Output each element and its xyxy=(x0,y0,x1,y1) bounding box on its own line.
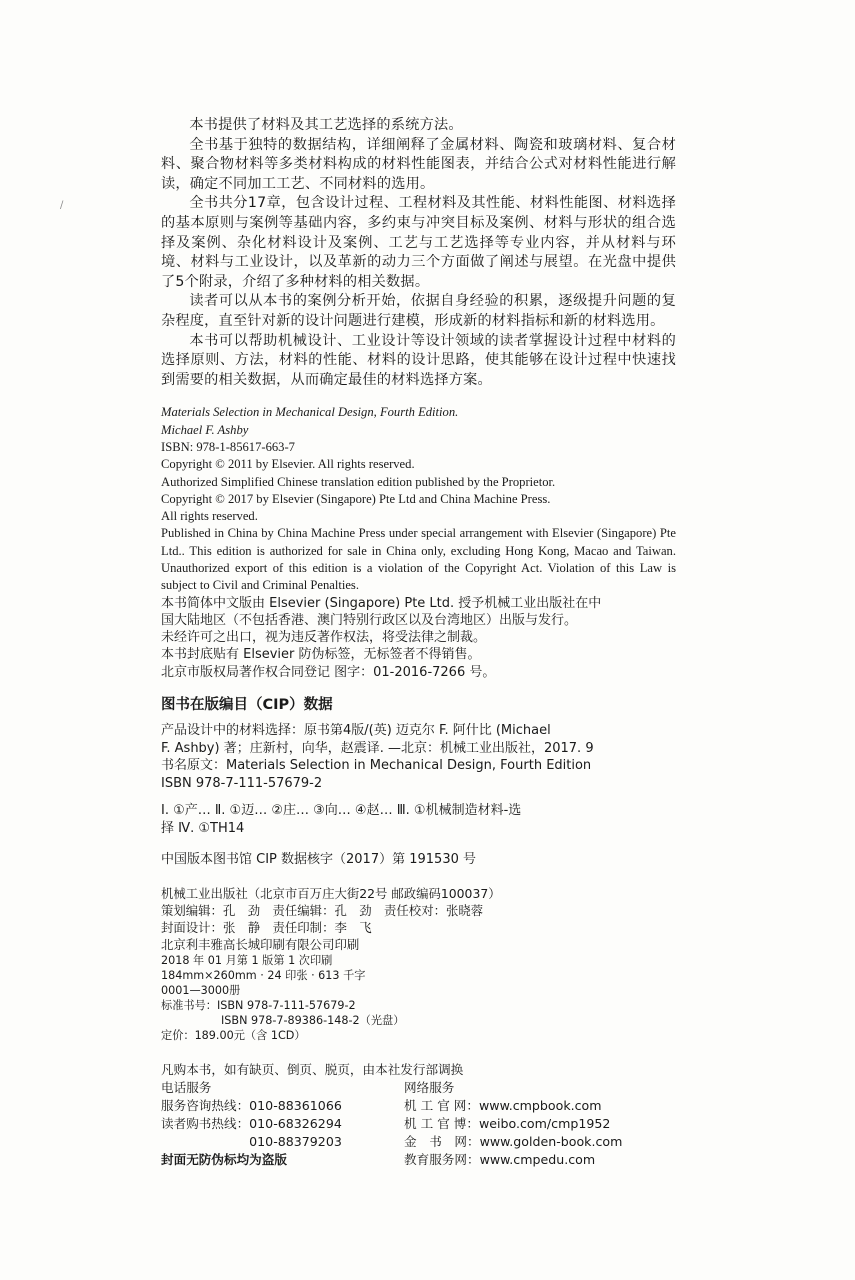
contact-row xyxy=(161,1115,676,1133)
original-isbn: ISBN: 978-1-85617-663-7 xyxy=(161,439,295,454)
printer-line: 北京利丰雅高长城印刷有限公司印刷 xyxy=(161,937,360,953)
rights-line: 国大陆地区（不包括香港、澳门特别行政区以及台湾地区）出版与发行。 xyxy=(161,612,578,628)
intro-paragraph: 读者可以从本书的案例分析开始，依据自身经验的积累，逐级提升问题的复杂程度，直至针对新的设计问题进行建模，形成新的材料指标和新的材料选用。 xyxy=(161,293,676,329)
cip-line: F. Ashby) 著；庄新村，向华，赵震译. —北京：机械工业出版社，2017. 9 xyxy=(161,740,594,756)
intro-paragraph: 本书可以帮助机械设计、工业设计等设计领域的读者掌握设计过程中材料的选择原则、方法，材料的性能、材料的设计思路，使其能够在设计过程中快速找到需要的相关数据，从而确定最佳的材料选择方案。 xyxy=(161,332,676,388)
classification-line: 择 Ⅳ. ①TH14 xyxy=(161,821,245,837)
cip-heading: 图书在版编目（CIP）数据 xyxy=(161,697,333,714)
cip-line: 产品设计中的材料选择：原书第4版/(英) 迈克尔 F. 阿什比 (Michael xyxy=(161,723,551,739)
authorized-line: Authorized Simplified Chinese translation edition published by the Proprietor. xyxy=(161,474,556,489)
classification xyxy=(161,802,676,838)
rights-line: 未经许可之出口，视为违反著作权法，将受法律之制裁。 xyxy=(161,630,487,646)
intro-paragraph: 全书基于独特的数据结构，详细阐释了金属材料、陶瓷和玻璃材料、复合材料、聚合物材料等多类材料构成的材料性能图表，并结合公式对材料性能进行解读，确定不同加工工艺、不同材料的选用。 xyxy=(161,136,676,192)
intro-paragraph: 全书共分17章，包含设计过程、工程材料及其性能、材料性能图、材料选择的基本原则与案例等基础内容，多约束与冲突目标及案例、材料与形状的组合选择及案例、杂化材料设计及案例、工艺与工艺选择等专业内容，并从材料与环境、材料与工业设计，以及革新的动力三个方面做了阐述与展望。在光盘中提供了5个附录，介绍了多种材料的相关数据。 xyxy=(161,195,676,290)
web-service-label: 网络服务 xyxy=(404,1080,455,1096)
rights-reserved: All rights reserved. xyxy=(161,509,258,524)
copyright-translation: Copyright © 2017 by Elsevier (Singapore) Pte Ltd and China Machine Press. xyxy=(161,491,551,506)
replacement-notice: 凡购本书，如有缺页、倒页、脱页，由本社发行部调换 xyxy=(161,1062,464,1078)
book-introduction xyxy=(161,116,676,390)
cip-data xyxy=(161,722,676,792)
intro-paragraph: 本书提供了材料及其工艺选择的系统方法。 xyxy=(189,117,463,133)
purchase-hotline: 读者购书热线：010-68326294 xyxy=(161,1116,342,1132)
anti-piracy-notice: 封面无防伪标均为盗版 xyxy=(161,1152,287,1168)
official-weibo: 机 工 官 博：weibo.com/cmp1952 xyxy=(404,1116,611,1132)
copyright-page xyxy=(161,116,676,1169)
official-website: 机 工 官 网：www.cmpbook.com xyxy=(404,1098,602,1114)
rights-line: 北京市版权局著作权合同登记 图字：01-2016-7266 号。 xyxy=(161,664,496,680)
editors-line: 策划编辑：孔 劲 责任编辑：孔 劲 责任校对：张晓蓉 xyxy=(161,903,484,919)
english-copyright xyxy=(161,404,676,594)
phone-service-label: 电话服务 xyxy=(161,1080,212,1096)
format-line: 184mm×260mm · 24 印张 · 613 千字 xyxy=(161,969,366,983)
copies-line: 0001—3000册 xyxy=(161,984,241,998)
education-site: 教育服务网：www.cmpedu.com xyxy=(404,1152,596,1168)
service-hotline: 服务咨询热线：010-88361066 xyxy=(161,1098,342,1114)
published-notice: Published in China by China Machine Press under special arrangement with Elsevier (Singapore) Pte Ltd.. This edition is authorized for sale in China only, excluding Hong Kong, Macao and Taiwan. Unauthorized export of this edition is a violation of the Copyright Act. Violation of this Law is subject to Civil and Criminal Penalties. xyxy=(161,526,676,593)
isbn-cd-line: ISBN 978-7-89386-148-2（光盘） xyxy=(221,1014,405,1028)
publisher-info xyxy=(161,885,676,1043)
price-line: 定价：189.00元（含 1CD） xyxy=(161,1029,306,1043)
original-author: Michael F. Ashby xyxy=(161,422,249,437)
contact-row xyxy=(161,1079,676,1097)
isbn-line: 标准书号：ISBN 978-7-111-57679-2 xyxy=(161,999,356,1013)
rights-line: 本书封底贴有 Elsevier 防伪标签，无标签者不得销售。 xyxy=(161,647,481,663)
copyright-original: Copyright © 2011 by Elsevier. All rights reserved. xyxy=(161,457,415,472)
contact-row xyxy=(161,1133,676,1151)
cip-line: 书名原文：Materials Selection in Mechanical Design, Fourth Edition xyxy=(161,758,592,774)
contact-row xyxy=(161,1097,676,1115)
contact-info xyxy=(161,1061,676,1169)
classification-line: Ⅰ. ①产… Ⅱ. ①迈… ②庄… ③向… ④赵… Ⅲ. ①机械制造材料-选 xyxy=(161,803,522,819)
cip-verification: 中国版本图书馆 CIP 数据核字（2017）第 191530 号 xyxy=(161,852,476,868)
stray-mark: / xyxy=(60,200,64,211)
chinese-rights-notice xyxy=(161,595,676,681)
cip-line: ISBN 978-7-111-57679-2 xyxy=(161,775,323,791)
edition-line: 2018 年 01 月第 1 版第 1 次印刷 xyxy=(161,954,333,968)
contact-row xyxy=(161,1151,676,1169)
rights-line: 本书简体中文版由 Elsevier (Singapore) Pte Ltd. 授予机械工业出版社在中 xyxy=(161,595,602,611)
design-line: 封面设计：张 静 责任印制：李 飞 xyxy=(161,920,372,936)
original-title: Materials Selection in Mechanical Design, Fourth Edition. xyxy=(161,405,459,420)
publisher-name: 机械工业出版社（北京市百万庄大街22号 邮政编码100037） xyxy=(161,886,501,902)
golden-book-site: 金 书 网：www.golden-book.com xyxy=(404,1134,623,1150)
purchase-hotline-2: 010-88379203 xyxy=(161,1134,342,1150)
